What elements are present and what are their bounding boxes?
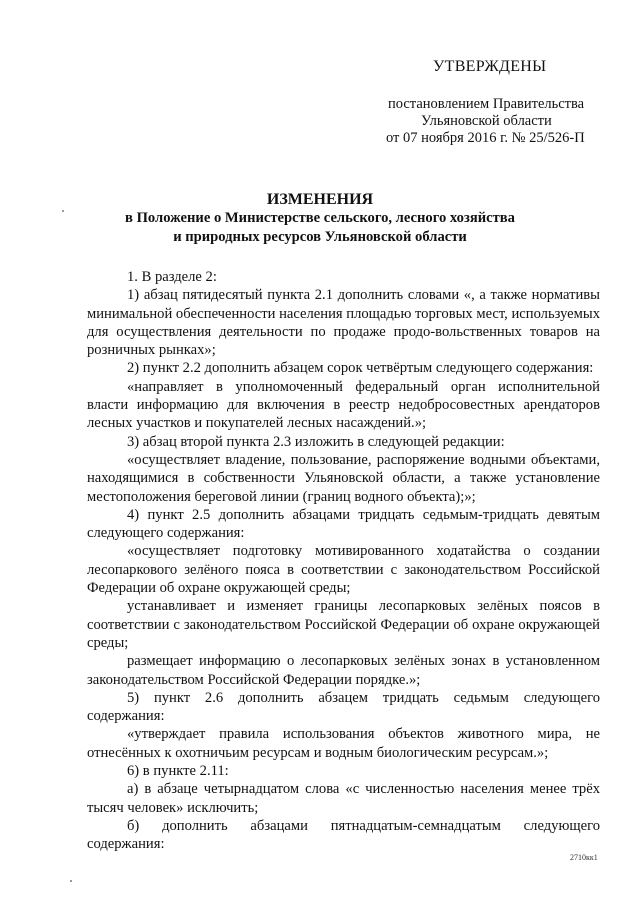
document-title: ИЗМЕНЕНИЯ [266,191,374,208]
document-subtitle-line1: в Положение о Министерстве сельского, лесного хозяйства [125,210,515,226]
paragraph: «осуществляет владение, пользование, распоряжение водными объектами, находящимися в собственности Ульяновской области, а также установление местоположения береговой линии (границ водного объекта);»; [87,451,600,505]
page-footer-code: 2710кк1 [570,853,598,862]
paragraph: 4) пункт 2.5 дополнить абзацами тридцать седьмым-тридцать девятым следующего содержания: [87,506,600,542]
paragraph: «направляет в уполномоченный федеральный орган исполнительной власти информацию для включения в реестр недобросовестных арендаторов лесных участков и покупателей лесных насаждений.»; [87,378,600,432]
paragraph: 1) абзац пятидесятый пункта 2.1 дополнить словами «, а также нормативы минимальной обеспеченности населения площадью торговых мест, используемых для осуществления деятельности по продаже продо-вольственных товаров на розничных рынках»; [87,287,600,359]
paragraph: «утверждает правила использования объектов животного мира, не отнесённых к охотничьим ресурсам и водным биологическим ресурсам.»; [87,726,600,761]
approved-date-line: от 07 ноября 2016 г. № 25/526-П [386,130,585,146]
approved-heading: УТВЕРЖДЕНЫ [433,58,547,75]
paragraph: а) в абзаце четырнадцатом слова «с численностью населения менее трёх тысяч человек» исключить; [87,781,600,816]
approved-region-line: Ульяновской области [421,113,552,129]
paragraph: 5) пункт 2.6 дополнить абзацем тридцать седьмым следующего содержания: [87,689,600,725]
paragraph: устанавливает и изменяет границы лесопарковых зелёных поясов в соответствии с законодательством Российской Федерации об охране окружающей среды; [87,598,600,651]
paragraph: 3) абзац второй пункта 2.3 изложить в следующей редакции: [127,433,505,450]
paragraph: 1. В разделе 2: [127,269,217,285]
scan-speck [70,880,72,882]
scan-speck [62,210,64,212]
paragraph: «осуществляет подготовку мотивированного ходатайства о создании лесопаркового зелёного пояса в соответствии с законодательством Российской Федерации об охране окружающей среды; [87,543,600,597]
paragraph: размещает информацию о лесопарковых зелёных зонах в установленном законодательством Российской Федерации порядке.»; [87,653,600,688]
paragraph: б) дополнить абзацами пятнадцатым-семнадцатым следующего содержания: [87,817,600,853]
paragraph: 6) в пункте 2.11: [127,763,229,780]
document-subtitle-line2: и природных ресурсов Ульяновской области [173,229,467,245]
approved-by-line: постановлением Правительства [388,96,585,112]
document-body [87,268,600,854]
paragraph: 2) пункт 2.2 дополнить абзацем сорок четвёртым следующего содержания: [127,360,594,377]
